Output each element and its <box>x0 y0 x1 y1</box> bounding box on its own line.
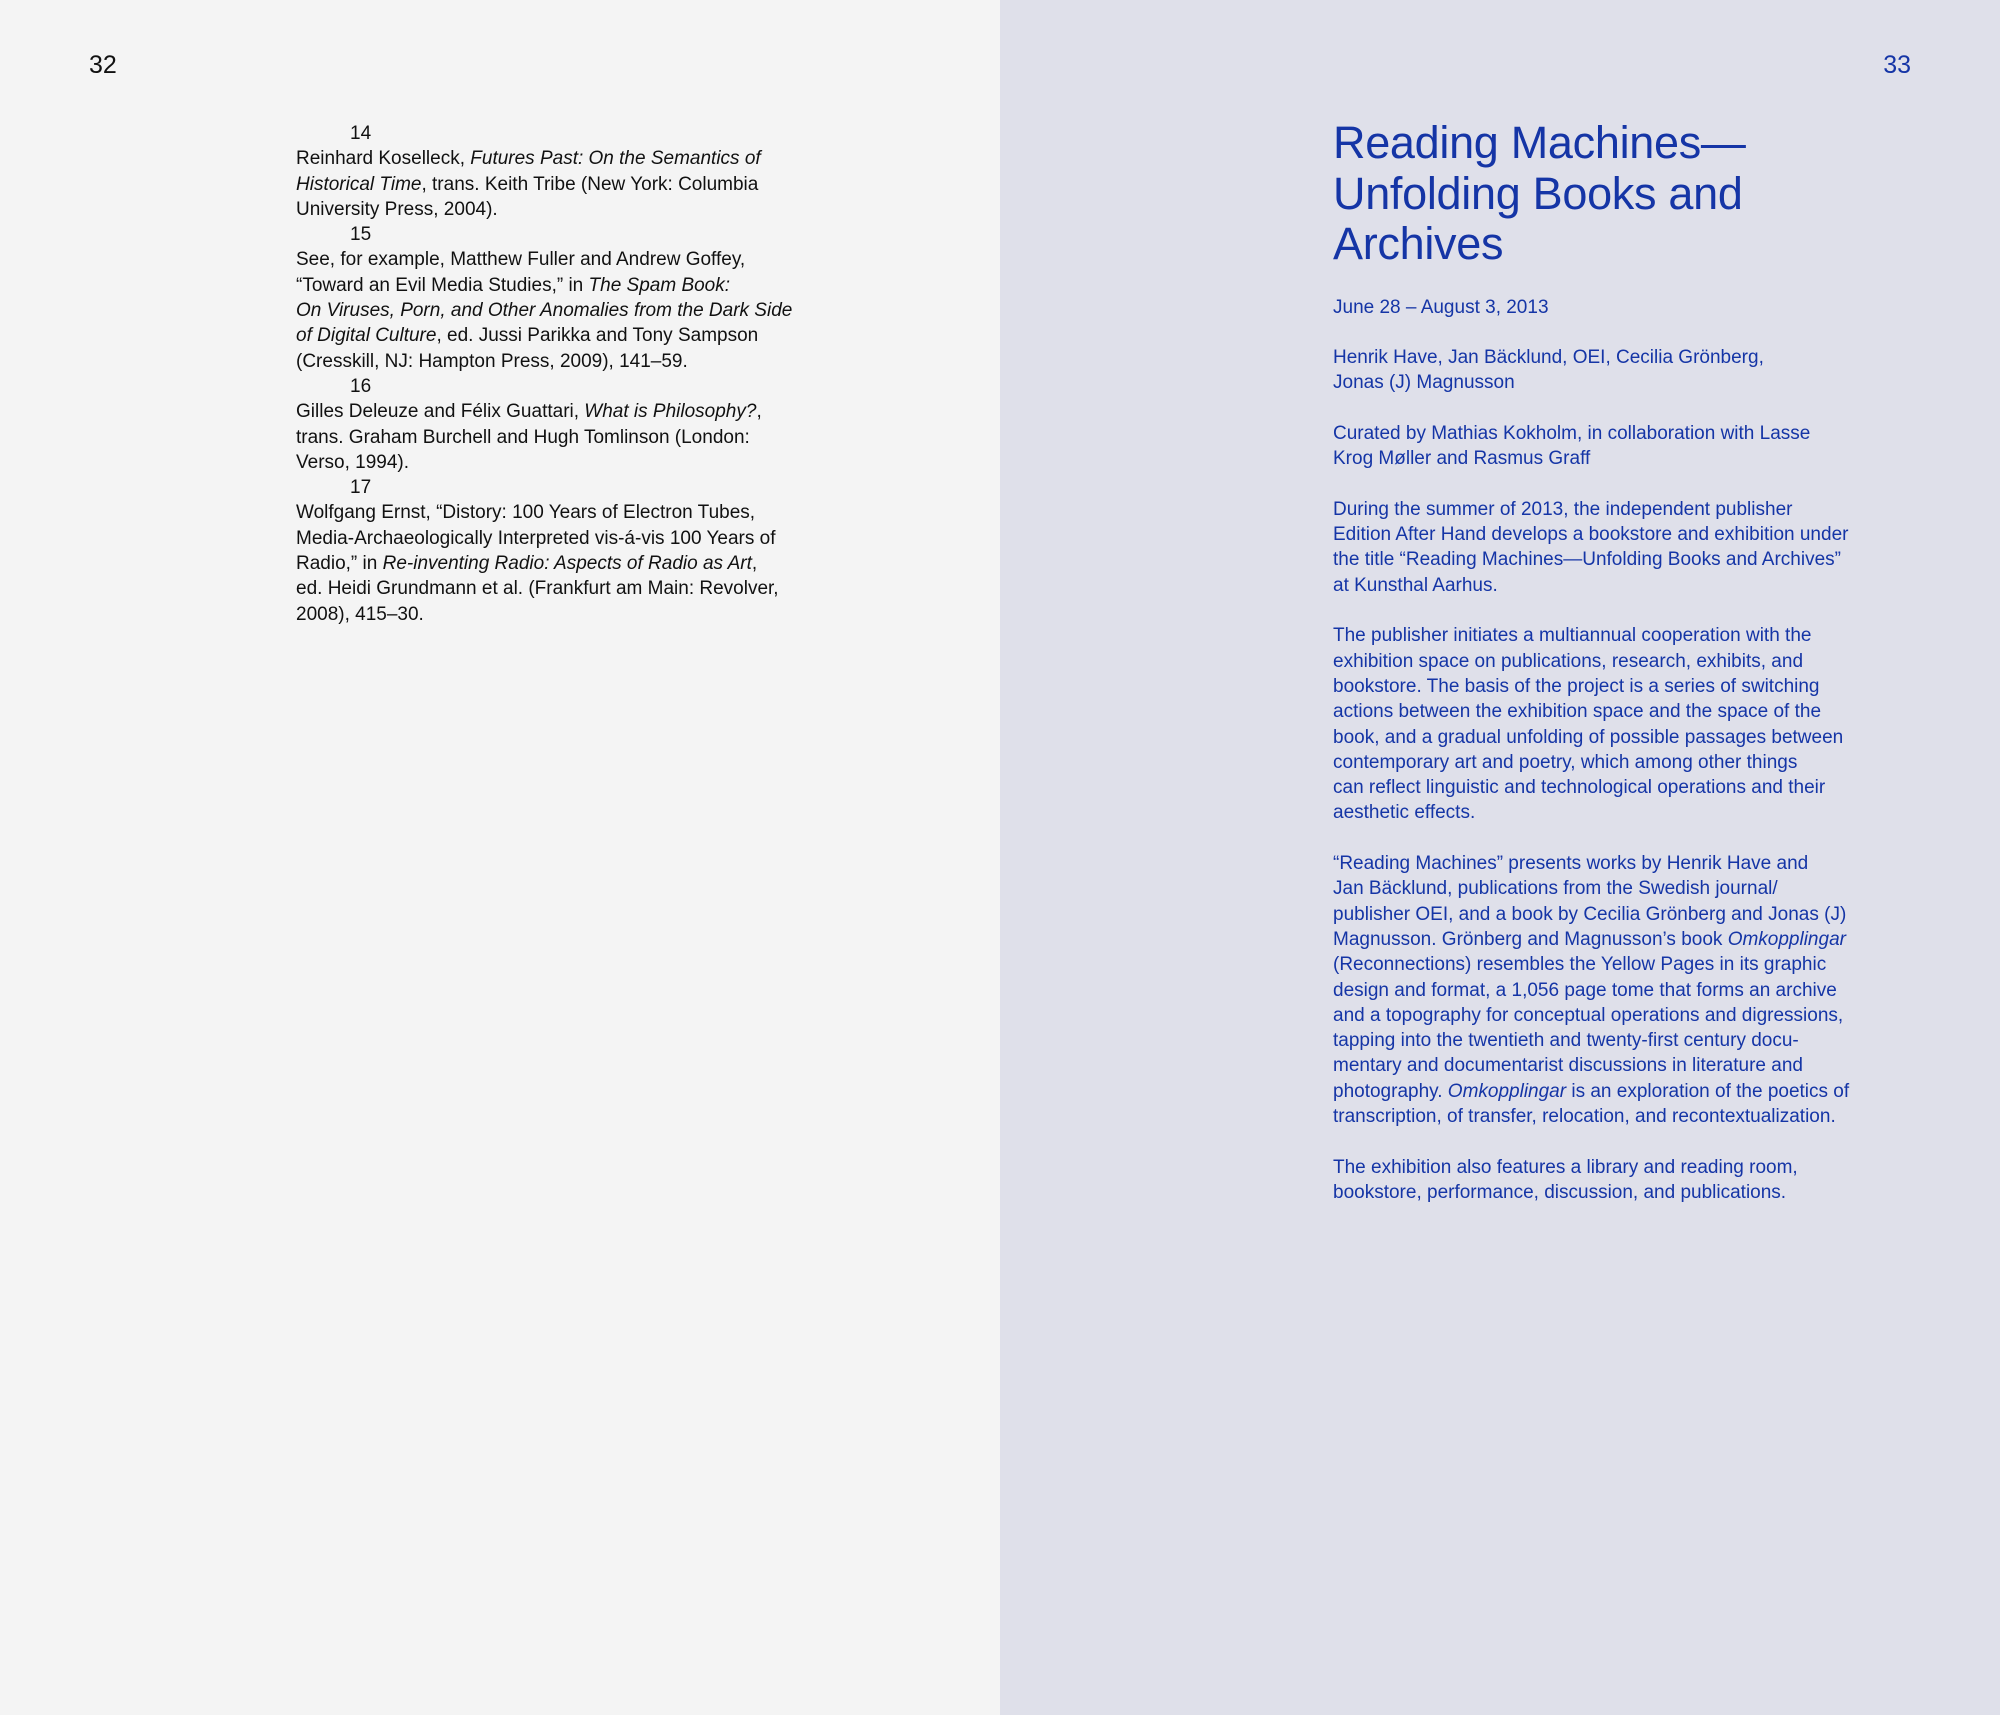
body-paragraph <box>1333 497 1933 598</box>
endnote-text <box>296 146 886 222</box>
text-run: Curated by Mathias Kokholm, in collaboration with Lasse <box>1333 422 1811 444</box>
text-run: exhibition space on publications, research, exhibits, and <box>1333 650 1804 672</box>
italic-text: Re-inventing Radio: Aspects of Radio as Art <box>382 553 752 575</box>
text-run: The publisher initiates a multiannual cooperation with the <box>1333 625 1812 647</box>
text-run: Henrik Have, Jan Bäcklund, OEI, Cecilia Grönberg, <box>1333 347 1764 369</box>
text-run: and a topography for conceptual operations and digressions, <box>1333 1004 1844 1026</box>
text-line <box>1333 649 1933 674</box>
endnote-text <box>296 500 886 626</box>
text-line <box>296 526 886 551</box>
text-run: 2008), 415–30. <box>296 603 424 625</box>
text-run: See, for example, Matthew Fuller and Andrew Goffey, <box>296 249 746 271</box>
text-line <box>1333 345 1933 370</box>
text-line <box>1333 370 1933 395</box>
text-run: , trans. Keith Tribe (New York: Columbia <box>421 173 759 195</box>
text-line <box>1333 699 1933 724</box>
text-line <box>1333 1003 1933 1028</box>
text-run: book, and a gradual unfolding of possible passages between <box>1333 726 1844 748</box>
text-line <box>1333 547 1933 572</box>
italic-text: Omkopplingar <box>1447 1080 1567 1102</box>
text-run: June 28 – August 3, 2013 <box>1333 296 1549 318</box>
text-line <box>1333 1104 1933 1129</box>
title-line: Reading Machines— <box>1333 117 1746 168</box>
text-line <box>1333 573 1933 598</box>
text-run: “Reading Machines” presents works by Henrik Have and <box>1333 853 1809 875</box>
text-run: The exhibition also features a library and reading room, <box>1333 1156 1798 1178</box>
text-run: Wolfgang Ernst, “Distory: 100 Years of Electron Tubes, <box>296 502 756 524</box>
text-line <box>1333 1053 1933 1078</box>
text-run: University Press, 2004). <box>296 198 498 220</box>
italic-text: of Digital Culture <box>296 325 437 347</box>
text-line <box>296 247 886 272</box>
text-line <box>1333 295 1933 320</box>
italic-text: What is Philosophy? <box>584 401 757 423</box>
text-line <box>1333 497 1933 522</box>
curators <box>1333 421 1933 472</box>
text-run: Jan Bäcklund, publications from the Swedish journal/ <box>1333 878 1778 900</box>
text-run: Reinhard Koselleck, <box>296 148 471 170</box>
text-line <box>296 146 886 171</box>
text-run: Edition After Hand develops a bookstore and exhibition under <box>1333 524 1849 546</box>
text-line <box>296 172 886 197</box>
text-run: can reflect linguistic and technological operations and their <box>1333 777 1826 799</box>
text-run: During the summer of 2013, the independent publisher <box>1333 498 1793 520</box>
text-line <box>296 298 886 323</box>
text-run: , ed. Jussi Parikka and Tony Sampson <box>436 325 759 347</box>
page-number-left: 32 <box>89 51 117 79</box>
text-run: Gilles Deleuze and Félix Guattari, <box>296 401 585 423</box>
text-line <box>1333 421 1933 446</box>
page-number-right: 33 <box>1883 51 1911 79</box>
text-run: Magnusson. Grönberg and Magnusson’s book <box>1333 928 1728 950</box>
body-paragraph <box>1333 623 1933 825</box>
text-run: ed. Heidi Grundmann et al. (Frankfurt am Main: Revolver, <box>296 578 779 600</box>
text-line <box>1333 800 1933 825</box>
text-line <box>1333 623 1933 648</box>
exhibition-text <box>1333 118 1933 1230</box>
text-run: the title “Reading Machines—Unfolding Books and Archives” <box>1333 549 1841 571</box>
text-run: “Toward an Evil Media Studies,” in <box>296 274 589 296</box>
text-run: bookstore. The basis of the project is a series of switching <box>1333 675 1820 697</box>
text-line <box>296 349 886 374</box>
italic-text: On Viruses, Porn, and Other Anomalies from the Dark Side <box>296 300 793 322</box>
text-run: Media-Archaeologically Interpreted vis-á-vis 100 Years of <box>296 527 776 549</box>
text-run: trans. Graham Burchell and Hugh Tomlinson (London: <box>296 426 750 448</box>
text-line <box>1333 522 1933 547</box>
text-run: bookstore, performance, discussion, and publications. <box>1333 1181 1787 1203</box>
endnote-number: 15 <box>350 224 372 246</box>
italic-text: Historical Time <box>296 173 422 195</box>
italic-text: Futures Past: On the Semantics of <box>470 148 761 170</box>
text-run: contemporary art and poetry, which among other things <box>1333 751 1798 773</box>
exhibition-dates <box>1333 295 1933 320</box>
endnote-text <box>296 247 886 373</box>
body-paragraph <box>1333 1155 1933 1206</box>
text-run: Jonas (J) Magnusson <box>1333 372 1515 394</box>
endnote <box>296 222 886 374</box>
text-run: publisher OEI, and a book by Cecilia Grönberg and Jonas (J) <box>1333 903 1847 925</box>
text-line <box>296 551 886 576</box>
text-run: aesthetic effects. <box>1333 802 1476 824</box>
endnote <box>296 374 886 475</box>
text-line <box>1333 674 1933 699</box>
text-line <box>1333 725 1933 750</box>
endnotes <box>296 121 886 627</box>
text-run: Krog Møller and Rasmus Graff <box>1333 448 1591 470</box>
text-line <box>1333 851 1933 876</box>
endnote-number: 16 <box>350 375 372 397</box>
text-line <box>1333 1079 1933 1104</box>
text-line <box>296 273 886 298</box>
text-line <box>1333 446 1933 471</box>
text-line <box>1333 952 1933 977</box>
text-line <box>296 323 886 348</box>
page-title <box>1333 118 1933 270</box>
text-run: actions between the exhibition space and the space of the <box>1333 701 1822 723</box>
text-run: at Kunsthal Aarhus. <box>1333 574 1498 596</box>
title-line: Archives <box>1333 218 1504 269</box>
text-line <box>1333 1155 1933 1180</box>
body-paragraph <box>1333 851 1933 1129</box>
text-line <box>1333 902 1933 927</box>
text-line <box>296 576 886 601</box>
endnote <box>296 475 886 627</box>
text-line <box>296 602 886 627</box>
endnote-number: 17 <box>350 477 372 499</box>
text-run: Verso, 1994). <box>296 451 410 473</box>
text-line <box>296 399 886 424</box>
italic-text: The Spam Book: <box>588 274 731 296</box>
artists-list <box>1333 345 1933 396</box>
text-run: (Cresskill, NJ: Hampton Press, 2009), 141–59. <box>296 350 688 372</box>
endnote <box>296 121 886 222</box>
text-run: (Reconnections) resembles the Yellow Pages in its graphic <box>1333 954 1827 976</box>
text-line <box>1333 978 1933 1003</box>
text-run: is an exploration of the poetics of <box>1566 1080 1850 1102</box>
text-run: , <box>751 553 758 575</box>
endnote-number: 14 <box>350 123 372 144</box>
text-run: design and format, a 1,056 page tome that forms an archive <box>1333 979 1837 1001</box>
text-run: , <box>756 401 762 423</box>
italic-text: Omkopplingar <box>1727 928 1846 950</box>
text-line <box>1333 1180 1933 1205</box>
endnote-text <box>296 399 886 475</box>
text-run: transcription, of transfer, relocation, and recontextualization. <box>1333 1106 1836 1127</box>
text-line <box>296 450 886 475</box>
text-run: photography. <box>1333 1080 1448 1102</box>
text-line <box>1333 927 1933 952</box>
text-line <box>1333 1028 1933 1053</box>
text-line <box>1333 876 1933 901</box>
text-line <box>1333 775 1933 800</box>
text-line <box>296 425 886 450</box>
text-line <box>296 500 886 525</box>
text-run: Radio,” in <box>296 553 383 575</box>
text-line <box>1333 750 1933 775</box>
text-run: mentary and documentarist discussions in literature and <box>1333 1055 1803 1077</box>
title-line: Unfolding Books and <box>1333 167 1743 219</box>
text-line <box>296 197 886 222</box>
text-run: tapping into the twentieth and twenty-first century docu- <box>1333 1030 1799 1052</box>
right-page <box>1000 0 2000 1715</box>
